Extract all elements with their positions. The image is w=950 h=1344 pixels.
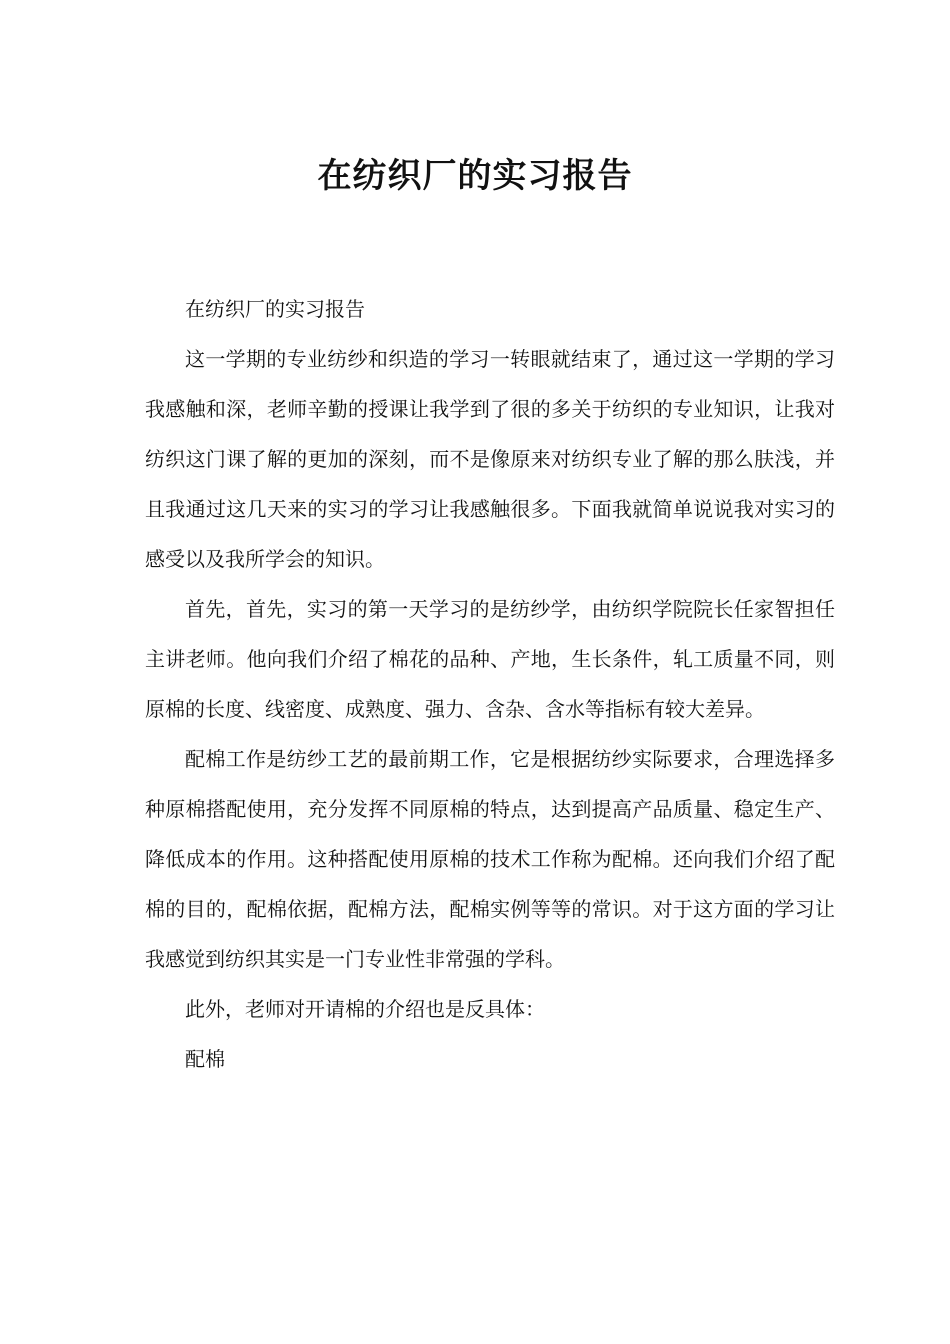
document-title: 在纺织厂的实习报告 bbox=[317, 155, 633, 196]
paragraph-intro: 这一学期的专业纺纱和织造的学习一转眼就结束了，通过这一学期的学习我感触和深，老师辛勤的授课让我学到了很的多关于纺织的专业知识，让我对纺织这门课了解的更加的深刻，而不是像原来对纺织专业了解的那么肤浅，并且我通过这几天来的实习的学习让我感触很多。下面我就简单说说我对实习的感受以及我所学会的知识。 bbox=[145, 347, 835, 571]
document-body bbox=[145, 284, 835, 1084]
paragraph-section-label: 配棉 bbox=[185, 1047, 225, 1071]
paragraph-spinning: 首先，首先，实习的第一天学习的是纺纱学，由纺织学院院长任家智担任主讲老师。他向我们介绍了棉花的品种、产地，生长条件，轧工质量不同，则原棉的长度、线密度、成熟度、强力、含杂、含水等指标有较大差异。 bbox=[145, 597, 835, 721]
paragraph-cotton-mixing: 配棉工作是纺纱工艺的最前期工作，它是根据纺纱实际要求，合理选择多种原棉搭配使用，充分发挥不同原棉的特点，达到提高产品质量、稳定生产、降低成本的作用。这种搭配使用原棉的技术工作称为配棉。还向我们介绍了配棉的目的，配棉依据，配棉方法，配棉实例等等的常识。对于这方面的学习让我感觉到纺织其实是一门专业性非常强的学科。 bbox=[145, 747, 835, 971]
paragraph-opening: 此外，老师对开请棉的介绍也是反具体： bbox=[185, 997, 545, 1021]
paragraph-heading: 在纺织厂的实习报告 bbox=[185, 297, 365, 321]
